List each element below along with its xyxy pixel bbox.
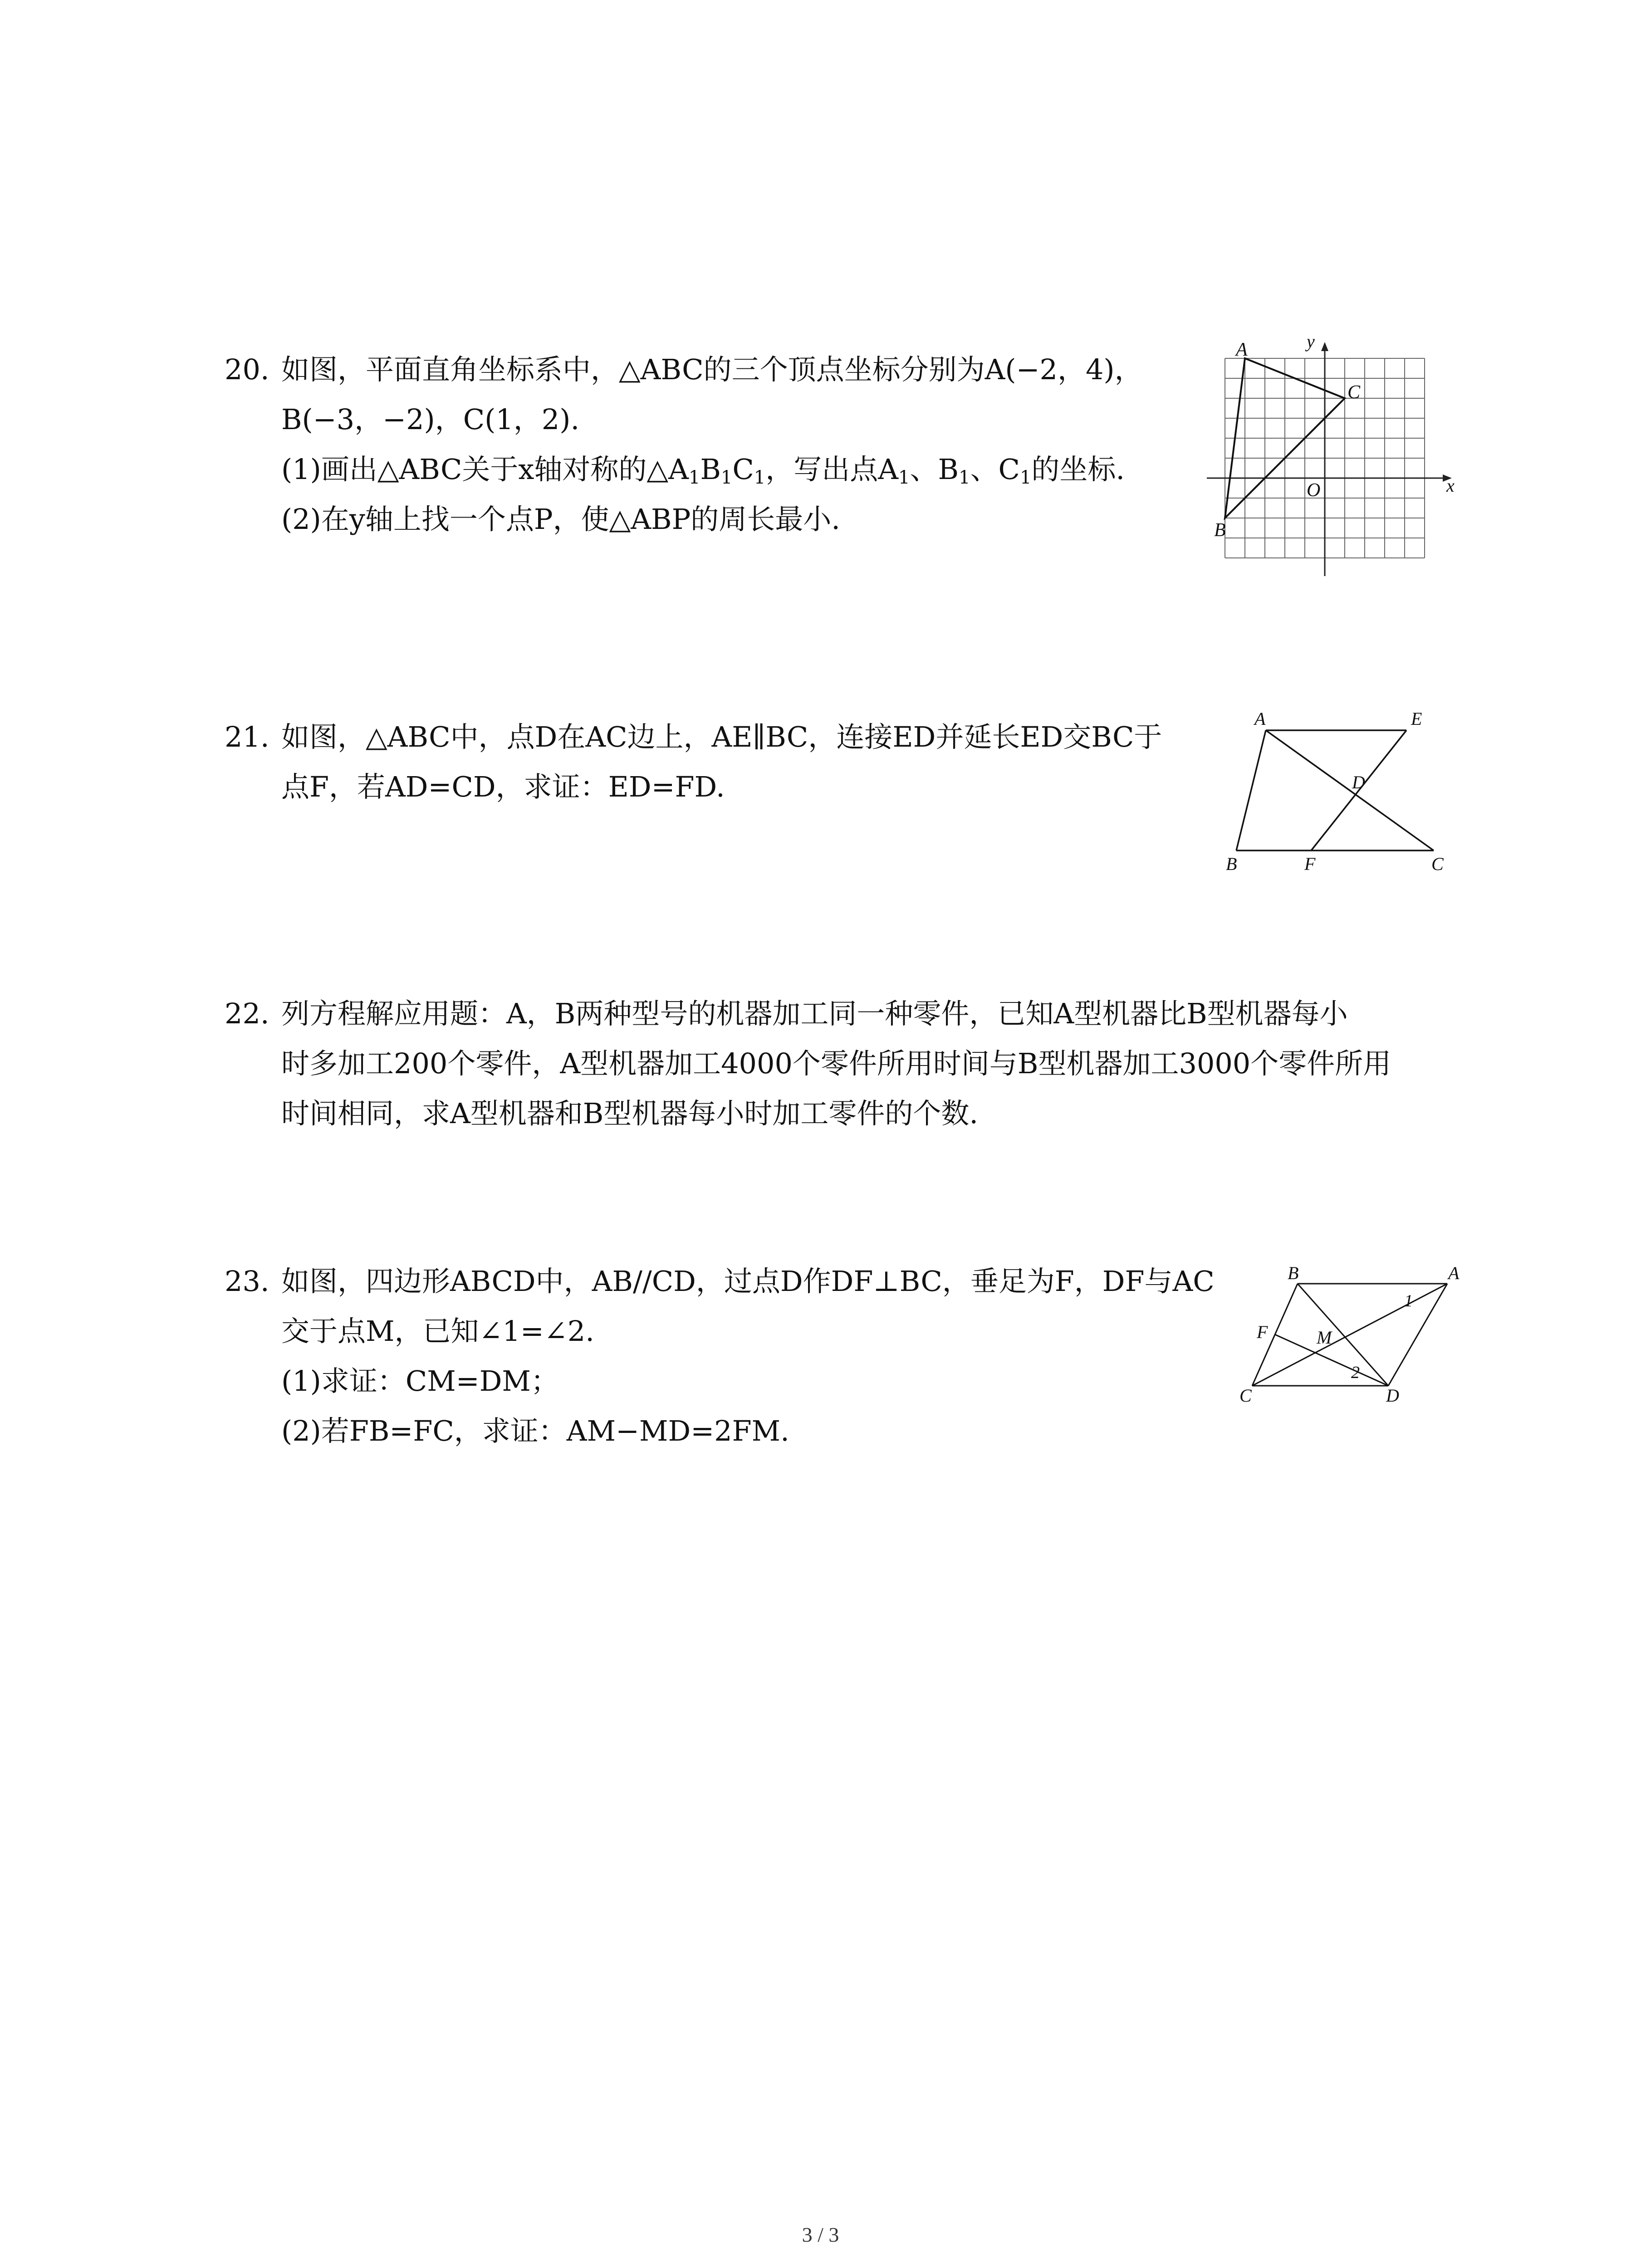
label-origin: O bbox=[1307, 480, 1321, 501]
label-c: C bbox=[1347, 382, 1361, 403]
question-23 bbox=[225, 1256, 1215, 1456]
question-number: 23. bbox=[225, 1265, 269, 1298]
question-22 bbox=[225, 989, 1391, 1139]
q23-line-1: 如图，四边形ABCD中，AB//CD，过点D作DF⊥BC，垂足为F，DF与AC bbox=[281, 1265, 1215, 1298]
q21-line-2: 点F，若AD=CD，求证：ED=FD. bbox=[281, 770, 725, 803]
label-b: B bbox=[1214, 520, 1226, 541]
q22-line-1: 列方程解应用题：A，B两种型号的机器加工同一种零件，已知A型机器比B型机器每小 bbox=[281, 997, 1348, 1030]
axes bbox=[1207, 342, 1452, 576]
label-a: A bbox=[1448, 1263, 1460, 1283]
q20-part-1: (1)画出△ABC关于x轴对称的$\triangle A_1B_1C_1$，写出点$A_1$、$B_1$、$C_1$的坐标. bbox=[281, 453, 1125, 488]
q23-part-1: (1)求证：CM=DM； bbox=[281, 1364, 559, 1398]
question-number: 20. bbox=[225, 353, 269, 386]
question-21 bbox=[225, 712, 1162, 812]
q23-line-2: 交于点M，已知∠1=∠2. bbox=[281, 1315, 594, 1348]
label-f: F bbox=[1257, 1322, 1268, 1342]
label-a: A bbox=[1236, 339, 1248, 360]
q22-line-3: 时间相同，求A型机器和B型机器每小时加工零件的个数. bbox=[281, 1097, 979, 1130]
label-m: M bbox=[1317, 1327, 1332, 1348]
q20-coordinate-figure bbox=[1198, 336, 1456, 590]
label-c: C bbox=[1239, 1385, 1252, 1406]
label-f: F bbox=[1304, 854, 1316, 871]
label-angle-1: 1 bbox=[1404, 1291, 1413, 1310]
label-y-axis: y bbox=[1307, 336, 1315, 352]
q21-line-1: 如图，△ABC中，点D在AC边上，AE∥BC，连接ED并延长ED交BC于 bbox=[281, 720, 1162, 753]
q20-line-1: 如图，平面直角坐标系中，△ABC的三个顶点坐标分别为A(−2，4)， bbox=[281, 353, 1143, 386]
q20-line-2: B(−3，−2)，C(1，2). bbox=[281, 403, 580, 436]
label-b: B bbox=[1226, 854, 1237, 871]
label-b: B bbox=[1288, 1263, 1299, 1283]
q22-line-2: 时多加工200个零件，A型机器加工4000个零件所用时间与B型机器加工3000个零件所用 bbox=[281, 1047, 1391, 1080]
label-angle-2: 2 bbox=[1351, 1363, 1360, 1382]
q23-quadrilateral-figure bbox=[1230, 1256, 1484, 1406]
label-x-axis: x bbox=[1446, 475, 1455, 496]
question-number: 21. bbox=[225, 720, 269, 753]
question-number: 22. bbox=[225, 997, 269, 1030]
label-c: C bbox=[1431, 854, 1444, 871]
question-20 bbox=[225, 345, 1143, 544]
q21-triangle-figure bbox=[1216, 699, 1461, 871]
label-d: D bbox=[1352, 772, 1365, 792]
q23-part-2: (2)若FB=FC，求证：AM−MD=2FM. bbox=[281, 1414, 789, 1447]
q20-part-2: (2)在y轴上找一个点P，使△ABP的周长最小. bbox=[281, 503, 841, 536]
label-d: D bbox=[1386, 1385, 1399, 1406]
label-e: E bbox=[1411, 709, 1422, 729]
page-footer: 3 / 3 bbox=[802, 2223, 839, 2246]
label-a: A bbox=[1254, 709, 1266, 729]
